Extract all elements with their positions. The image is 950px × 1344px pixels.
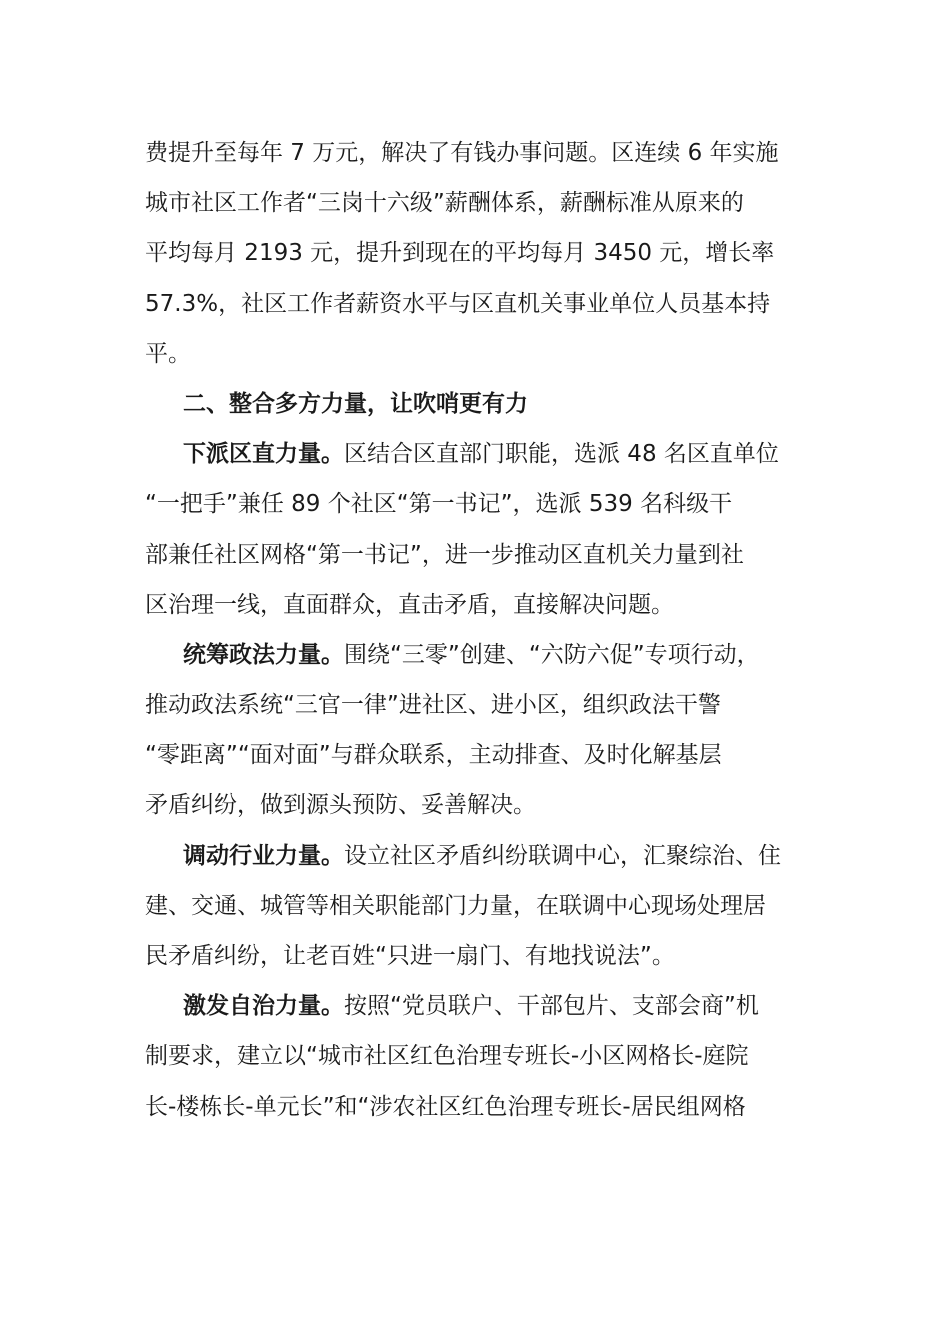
document-body: [145, 128, 817, 1132]
text-line: 建、交通、城管等相关职能部门力量，在联调中心现场处理居: [145, 892, 766, 919]
text-line: “一把手”兼任 89 个社区“第一书记”，选派 539 名科级干: [145, 491, 733, 518]
paragraph-district-forces: [145, 429, 817, 630]
paragraph-salary: [145, 128, 817, 379]
text-line: 57.3%，社区工作者薪资水平与区直机关事业单位人员基本持: [145, 290, 771, 317]
section-heading: 二、整合多方力量，让吹哨更有力: [183, 390, 528, 417]
text-line: “零距离”“面对面”与群众联系，主动排查、及时化解基层: [145, 742, 722, 769]
text-line: 部兼任社区网格“第一书记”，进一步推动区直机关力量到社: [145, 541, 744, 568]
text-line: 城市社区工作者“三岗十六级”薪酬体系，薪酬标准从原来的: [145, 190, 744, 217]
text-line: 费提升至每年 7 万元，解决了有钱办事问题。区连续 6 年实施: [145, 140, 779, 166]
text-line: 平均每月 2193 元，提升到现在的平均每月 3450 元，增长率: [145, 240, 775, 267]
paragraph-lead: 统筹政法力量。: [183, 641, 344, 668]
text-line: 区治理一线，直面群众，直击矛盾，直接解决问题。: [145, 591, 674, 618]
text-line: 推动政法系统“三官一律”进社区、进小区，组织政法干警: [145, 692, 721, 719]
text-line: 民矛盾纠纷，让老百姓“只进一扇门、有地找说法”。: [145, 943, 675, 969]
paragraph-text: 按照“党员联户、干部包片、支部会商”机: [344, 993, 759, 1020]
paragraph-lead: 激发自治力量。: [183, 993, 344, 1020]
paragraph-legal-forces: [145, 630, 817, 831]
paragraph-text: 围绕“三零”创建、“六防六促”专项行动，: [344, 641, 760, 668]
paragraph-first-line: [145, 831, 817, 881]
paragraph-lead: 调动行业力量。: [183, 842, 344, 869]
text-line: 平。: [145, 340, 191, 367]
paragraph-first-line: [145, 981, 817, 1031]
paragraph-industry-forces: [145, 831, 817, 982]
paragraph-text: 设立社区矛盾纠纷联调中心，汇聚综治、住: [344, 842, 781, 869]
paragraph-autonomy-forces: [145, 981, 817, 1132]
text-line: 制要求，建立以“城市社区红色治理专班长-小区网格长-庭院: [145, 1043, 749, 1070]
text-line: 矛盾纠纷，做到源头预防、妥善解决。: [145, 792, 536, 819]
paragraph-first-line: [145, 630, 817, 680]
paragraph-lead: 下派区直力量。: [183, 441, 344, 468]
paragraph-text: 区结合区直部门职能，选派 48 名区直单位: [344, 441, 779, 468]
text-line: 长-楼栋长-单元长”和“涉农社区红色治理专班长-居民组网格: [145, 1093, 746, 1120]
paragraph-first-line: [145, 429, 817, 479]
